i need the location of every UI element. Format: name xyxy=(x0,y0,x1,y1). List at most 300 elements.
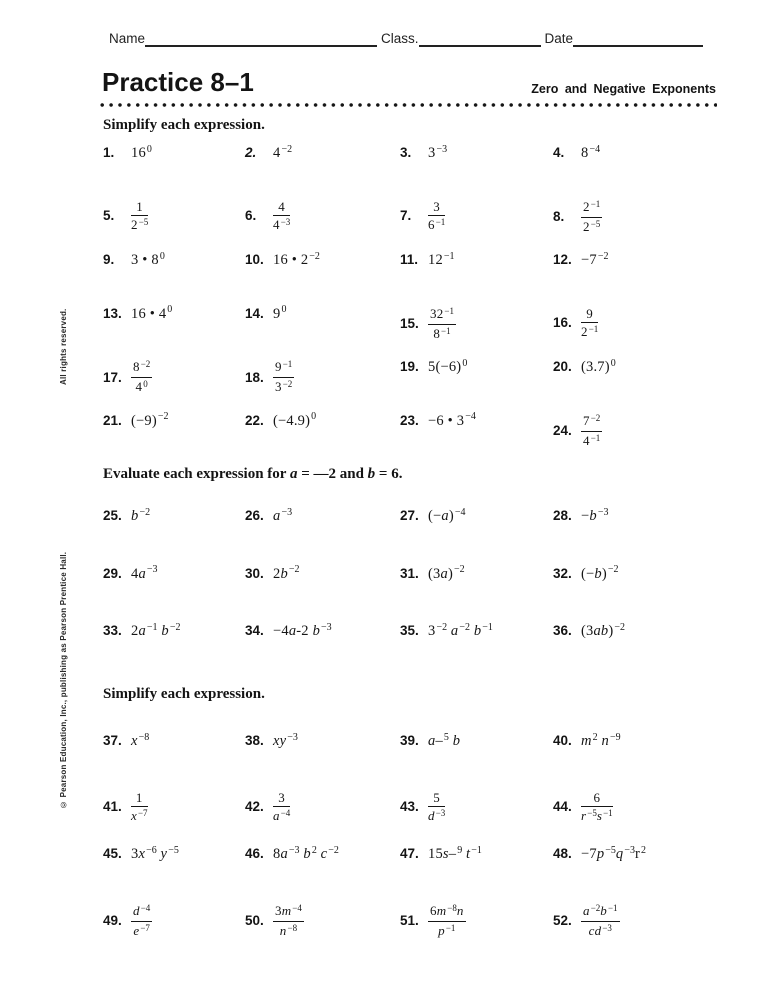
math-token: −8 xyxy=(287,922,298,933)
problem-number: 42. xyxy=(245,799,264,814)
math-token: −3 xyxy=(597,506,609,518)
math-token: −1 xyxy=(445,922,456,933)
math-token: 32 xyxy=(430,305,444,321)
problem-row xyxy=(103,903,717,960)
math-token: 3 xyxy=(428,145,436,161)
problem-expression xyxy=(131,733,149,750)
problem-expression xyxy=(131,623,180,640)
math-token: − xyxy=(581,508,590,524)
problem-number: 51. xyxy=(400,913,419,928)
problem-expression xyxy=(581,903,620,939)
math-token: −5 xyxy=(590,218,601,229)
problem-expression xyxy=(581,790,613,824)
math-token: a xyxy=(447,623,459,639)
problem-item xyxy=(103,359,245,395)
math-token: −1 xyxy=(607,902,618,913)
section-instruction xyxy=(103,117,717,136)
math-token: 9 xyxy=(275,359,282,374)
math-token: (3 xyxy=(428,565,441,582)
math-token: 2 xyxy=(581,323,588,339)
section-instruction xyxy=(103,466,717,485)
problem-number: 36. xyxy=(553,623,572,638)
problem-row xyxy=(103,508,717,566)
math-token: 2 xyxy=(583,198,590,214)
math-token: −1 xyxy=(603,807,613,818)
problem-expression xyxy=(428,145,447,162)
fraction xyxy=(131,790,148,824)
math-token: b xyxy=(448,733,461,749)
fraction-numerator xyxy=(428,306,456,325)
math-token: a xyxy=(273,807,280,823)
problem-expression xyxy=(273,508,292,525)
math-token: – xyxy=(435,733,443,749)
problem-number: 7. xyxy=(400,208,412,223)
math-token: −2 xyxy=(328,844,339,856)
math-token: 0 xyxy=(462,357,468,369)
problem-row xyxy=(103,252,717,306)
problem-expression xyxy=(428,846,482,863)
header-fill-in-row xyxy=(109,30,703,47)
problem-item xyxy=(245,846,400,863)
math-token: (−4.9) xyxy=(273,412,311,429)
math-token: a xyxy=(138,565,146,582)
problem-item xyxy=(103,733,245,750)
math-token: −3 xyxy=(435,807,446,818)
problem-item xyxy=(245,413,400,430)
math-token: −6 • 3 xyxy=(428,412,465,429)
math-token: (3 xyxy=(581,623,594,639)
math-token: −3 xyxy=(281,506,293,518)
problem-number: 43. xyxy=(400,799,419,814)
fraction-denominator xyxy=(428,216,445,233)
math-token: 3 xyxy=(278,789,285,805)
math-token: 3 xyxy=(433,198,440,214)
fraction-numerator xyxy=(131,359,152,378)
problem-item xyxy=(553,508,717,525)
problem-number: 47. xyxy=(400,846,419,861)
math-token: 2 xyxy=(641,844,647,856)
math-token: −1 xyxy=(435,216,446,227)
fraction xyxy=(273,790,290,824)
problem-number: 10. xyxy=(245,252,264,267)
math-token: a xyxy=(428,733,436,749)
problem-item xyxy=(245,508,400,525)
math-token: 1 xyxy=(136,198,143,214)
problem-item xyxy=(400,199,553,233)
math-token: −1 xyxy=(471,844,482,856)
problem-item xyxy=(553,623,717,640)
problem-number: 27. xyxy=(400,508,419,523)
problem-expression xyxy=(131,790,148,824)
math-token: a xyxy=(289,466,298,482)
problem-number: 23. xyxy=(400,412,419,428)
problem-item xyxy=(103,623,245,640)
problem-item xyxy=(245,623,400,640)
math-token: p xyxy=(596,846,605,862)
math-token: a xyxy=(441,508,449,524)
problem-expression xyxy=(273,733,298,750)
math-token: = —2 and xyxy=(297,466,368,482)
section-evaluate xyxy=(103,466,717,681)
problem-item xyxy=(400,903,553,939)
problem-number: 4. xyxy=(553,145,565,160)
problem-item xyxy=(400,508,553,525)
math-token: a xyxy=(288,623,297,639)
problem-row xyxy=(103,733,717,790)
fraction-denominator xyxy=(273,216,290,233)
math-token: c xyxy=(316,846,328,862)
problem-item xyxy=(245,903,400,939)
math-token: t xyxy=(462,846,471,862)
math-token: −1 xyxy=(444,305,454,316)
math-token: 7 xyxy=(583,412,590,428)
math-token: 6 xyxy=(593,789,601,805)
math-token: 3 xyxy=(131,846,139,862)
math-token: −3 xyxy=(624,844,636,856)
fraction-denominator xyxy=(581,218,602,235)
problem-expression xyxy=(581,252,608,269)
problem-item xyxy=(103,145,245,162)
problem-number: 12. xyxy=(553,252,572,267)
fraction-denominator xyxy=(581,922,620,939)
fraction xyxy=(428,199,445,233)
problem-expression xyxy=(131,199,148,233)
problem-expression xyxy=(428,508,466,525)
fraction xyxy=(581,903,620,939)
problem-expression xyxy=(131,145,152,162)
problem-expression xyxy=(428,790,445,824)
math-token: 0 xyxy=(159,250,165,262)
problem-item xyxy=(245,790,400,824)
fraction-denominator xyxy=(273,922,304,939)
math-token: −3 xyxy=(321,621,332,633)
math-token: −4 xyxy=(280,807,291,818)
problem-item xyxy=(553,306,717,340)
math-token: −3 xyxy=(436,143,448,155)
problem-item xyxy=(400,846,553,863)
math-token: −1 xyxy=(590,432,601,443)
problem-number: 31. xyxy=(400,565,419,581)
math-token: −2 xyxy=(607,564,619,575)
problem-item xyxy=(103,306,245,323)
problem-expression xyxy=(428,413,476,430)
problem-number: 1. xyxy=(103,145,115,160)
dotted-divider xyxy=(100,102,717,108)
problem-expression xyxy=(131,306,172,323)
problem-number: 21. xyxy=(103,412,122,428)
math-token: – xyxy=(448,846,457,862)
math-token: −2 xyxy=(157,411,169,422)
math-token: −1 xyxy=(588,323,599,334)
fraction xyxy=(273,199,290,233)
fraction-denominator xyxy=(131,216,148,233)
problem-number: 2. xyxy=(245,145,257,160)
problem-row xyxy=(103,623,717,681)
problem-row xyxy=(103,846,717,903)
math-token: 1 xyxy=(135,789,143,805)
math-token: n xyxy=(597,733,609,749)
problem-item xyxy=(103,199,245,233)
date-blank-line xyxy=(573,30,703,47)
problem-number: 32. xyxy=(553,565,572,581)
problem-number: 8. xyxy=(553,209,565,224)
problem-item xyxy=(245,566,400,583)
math-token: 16 • 4 xyxy=(131,305,167,322)
math-token: 4 xyxy=(273,216,280,232)
problem-expression xyxy=(131,359,152,395)
math-token: 4 xyxy=(131,565,139,582)
problem-number: 38. xyxy=(245,733,264,748)
fraction-denominator xyxy=(581,807,613,824)
problem-item xyxy=(553,903,717,939)
math-token: 9 xyxy=(457,844,463,856)
math-token: 3 xyxy=(275,902,282,918)
math-token: b xyxy=(157,623,169,639)
math-token: −2 xyxy=(281,143,293,155)
problem-item xyxy=(553,145,717,162)
math-token: −1 xyxy=(443,250,455,262)
problem-number: 15. xyxy=(400,316,419,331)
problem-item xyxy=(553,566,717,583)
math-token: 16 • 2 xyxy=(273,252,309,268)
math-token: 3 • 8 xyxy=(131,252,159,268)
math-token: (3.7) xyxy=(581,359,610,375)
problem-item xyxy=(103,252,245,269)
problem-expression xyxy=(273,199,290,233)
section-simplify-1 xyxy=(103,117,717,466)
math-token: −2 xyxy=(590,902,601,913)
math-token: 5 xyxy=(433,789,440,805)
math-token: a xyxy=(138,623,146,639)
problem-expression xyxy=(581,623,625,640)
fraction xyxy=(131,359,152,395)
problem-number: 45. xyxy=(103,846,122,861)
problem-item xyxy=(400,306,553,342)
name-label: Name xyxy=(109,31,146,46)
math-token: −7 xyxy=(581,846,597,862)
math-token: 0 xyxy=(610,357,616,369)
problem-item xyxy=(245,359,400,395)
math-token: −9 xyxy=(609,731,621,743)
math-token: r xyxy=(581,807,587,823)
fraction-numerator xyxy=(131,199,148,216)
problem-item xyxy=(245,252,400,269)
fraction xyxy=(581,413,602,449)
fraction xyxy=(581,199,602,235)
math-token: −2 xyxy=(436,621,448,633)
math-token: 9 xyxy=(273,305,281,322)
fraction-numerator xyxy=(131,790,148,807)
problem-item xyxy=(103,508,245,525)
fraction-numerator xyxy=(273,199,290,216)
problem-number: 9. xyxy=(103,252,115,267)
problem-number: 44. xyxy=(553,799,572,814)
problem-expression xyxy=(273,306,286,323)
problem-expression xyxy=(581,508,608,525)
problem-item xyxy=(553,359,717,376)
math-token: −1 xyxy=(590,198,601,209)
problem-expression xyxy=(581,733,621,750)
problem-expression xyxy=(581,413,602,449)
math-token: (−9) xyxy=(131,412,157,429)
math-token: 5(−6) xyxy=(428,359,462,375)
math-token: −5 xyxy=(587,807,597,818)
fraction-denominator xyxy=(428,325,456,342)
math-token: b xyxy=(299,846,311,862)
problem-expression xyxy=(131,413,169,430)
math-token: −5 xyxy=(168,844,179,856)
math-token: r xyxy=(635,846,641,862)
problem-expression xyxy=(273,145,292,162)
math-token: 2 xyxy=(583,218,590,234)
math-token: −5 xyxy=(605,844,616,856)
fraction xyxy=(273,903,304,939)
fraction-numerator xyxy=(273,903,304,922)
math-token: q xyxy=(615,846,624,862)
math-token: −4 xyxy=(140,902,151,913)
math-token: 0 xyxy=(167,304,173,315)
problem-item xyxy=(400,252,553,269)
problem-item xyxy=(400,733,553,750)
problem-number: 22. xyxy=(245,412,264,428)
problem-item xyxy=(103,566,245,583)
math-token: 2 xyxy=(131,216,138,232)
fraction-numerator xyxy=(273,790,290,807)
math-token: 16 xyxy=(131,145,146,161)
problem-row xyxy=(103,199,717,253)
problem-expression xyxy=(581,199,602,235)
problem-item xyxy=(400,790,553,824)
problem-expression xyxy=(273,359,294,395)
math-token: 12 xyxy=(428,252,443,268)
problem-expression xyxy=(131,252,165,269)
problem-expression xyxy=(131,846,179,863)
fraction-numerator xyxy=(428,903,466,922)
problem-row xyxy=(103,359,717,413)
fraction xyxy=(428,790,445,824)
math-token: −8 xyxy=(447,902,457,913)
math-token: ab xyxy=(593,623,609,639)
problem-number: 35. xyxy=(400,623,419,638)
math-token: = 6. xyxy=(375,466,403,482)
math-token: n xyxy=(279,922,287,938)
problem-number: 16. xyxy=(553,315,572,330)
math-token: 0 xyxy=(311,411,317,422)
problem-expression xyxy=(273,846,339,863)
problem-item xyxy=(245,199,400,233)
math-token: b xyxy=(131,508,139,524)
math-token: d xyxy=(428,807,435,823)
math-token: −7 xyxy=(140,922,150,933)
problem-number: 48. xyxy=(553,846,572,861)
section-simplify-2 xyxy=(103,686,717,959)
math-token: −4 xyxy=(292,902,302,913)
math-token: −2 xyxy=(139,506,151,518)
fraction-denominator xyxy=(273,807,290,824)
math-token: −2 xyxy=(597,250,609,262)
problem-item xyxy=(103,413,245,430)
problem-item xyxy=(400,145,553,162)
problem-expression xyxy=(581,359,616,376)
fraction-denominator xyxy=(428,807,445,824)
math-token: −4 xyxy=(273,623,289,639)
problem-item xyxy=(245,733,400,750)
problem-number: 40. xyxy=(553,733,572,748)
math-token: −3 xyxy=(288,844,300,856)
fraction-denominator xyxy=(428,922,466,939)
problem-expression xyxy=(581,306,598,340)
math-token: x xyxy=(131,807,137,823)
fraction xyxy=(273,359,294,395)
math-token: b xyxy=(594,565,602,582)
problem-number: 34. xyxy=(245,623,264,638)
math-token: 8 xyxy=(273,846,281,862)
problem-item xyxy=(103,903,245,939)
math-token: 0 xyxy=(143,379,148,389)
fraction-numerator xyxy=(581,306,598,323)
math-token: −5 xyxy=(138,216,149,227)
problem-expression xyxy=(428,199,445,233)
class-label: Class. xyxy=(381,31,419,46)
math-token: x xyxy=(138,846,146,862)
math-token: (− xyxy=(581,565,595,582)
problem-expression xyxy=(273,790,290,824)
problem-item xyxy=(553,790,717,824)
problem-number: 5. xyxy=(103,208,115,223)
problem-number: 18. xyxy=(245,369,264,385)
math-token: −2 xyxy=(140,359,151,369)
math-token: s xyxy=(442,846,449,862)
math-token: Simplify each expression. xyxy=(103,117,265,133)
math-token: Evaluate each expression for xyxy=(103,466,290,482)
math-token: d xyxy=(133,902,140,918)
math-token: 2 xyxy=(273,565,281,582)
fraction xyxy=(428,306,456,342)
problem-number: 3. xyxy=(400,145,412,160)
problem-number: 46. xyxy=(245,846,264,861)
problem-row xyxy=(103,145,717,199)
math-token: xy xyxy=(273,733,287,749)
math-token: −7 xyxy=(581,252,597,268)
math-token: −2 xyxy=(614,621,626,633)
math-token: a xyxy=(583,902,590,918)
date-label: Date xyxy=(544,31,574,46)
problem-number: 26. xyxy=(245,508,264,523)
math-token: m xyxy=(581,733,592,749)
problem-expression xyxy=(273,623,332,640)
problem-item xyxy=(400,566,553,583)
math-token: −4 xyxy=(465,411,476,422)
problem-number: 30. xyxy=(245,565,264,581)
problem-item xyxy=(553,846,717,863)
fraction-numerator xyxy=(581,199,602,218)
math-token: −8 xyxy=(138,731,150,743)
fraction-denominator xyxy=(131,807,148,824)
problem-item xyxy=(400,413,553,430)
fraction-denominator xyxy=(131,922,152,939)
math-token: −2 xyxy=(288,564,300,575)
fraction-numerator xyxy=(581,790,613,807)
problem-expression xyxy=(428,733,460,750)
problem-row xyxy=(103,306,717,360)
problem-number: 29. xyxy=(103,565,122,581)
math-token: 0 xyxy=(146,143,152,155)
math-token: n xyxy=(456,902,464,918)
fraction xyxy=(131,199,148,233)
page-title: Practice 8–1 xyxy=(102,67,254,97)
math-token: a xyxy=(273,508,281,524)
fraction-denominator xyxy=(273,378,294,395)
